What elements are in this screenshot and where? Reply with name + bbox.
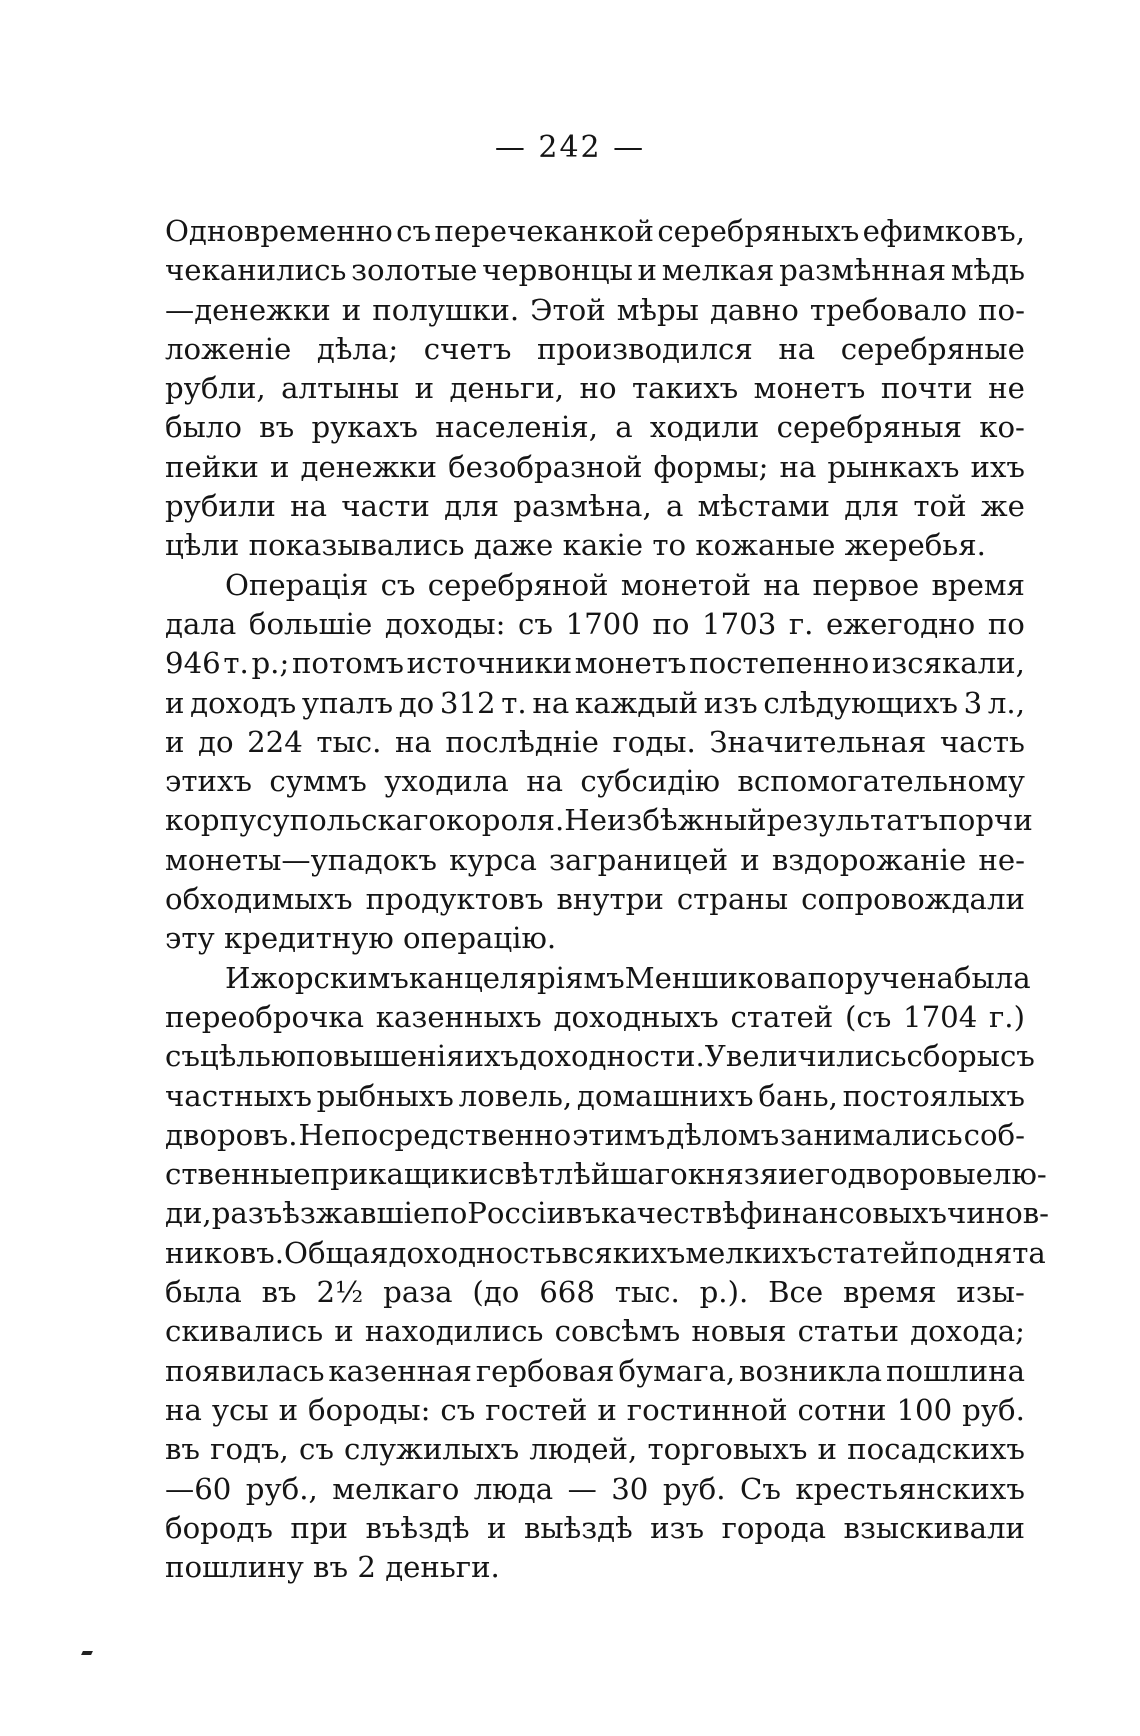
text-line: бородъ при въѣздѣ и выѣздѣ изъ города взыскивали [165, 1510, 1025, 1545]
text-line: появилась казенная гербовая бумага, возникла пошлина [165, 1353, 1025, 1388]
paragraph [165, 959, 1050, 1588]
text-line: дала большіе доходы: съ 1700 по 1703 г. ежегодно по [165, 606, 1025, 641]
text-line: цѣли показывались даже какіе то кожаные жеребья. [165, 528, 986, 563]
text-line: чеканились золотые червонцы и мелкая размѣнная мѣдь [165, 253, 1025, 288]
paragraph [165, 212, 1025, 566]
text-line: пошлину въ 2 деньги. [165, 1550, 500, 1585]
text-line: этихъ суммъ уходила на субсидію вспомогательному [165, 764, 1025, 799]
text-line: было въ рукахъ населенія, а ходили серебряныя ко- [165, 410, 1025, 445]
text-line: Операція съ серебряной монетой на первое время [225, 567, 1025, 602]
text-line: дворовъ. Непосредственно этимъ дѣломъ занимались соб- [165, 1117, 1025, 1152]
paragraph [165, 566, 1033, 959]
text-line: на усы и бороды: съ гостей и гостинной сотни 100 руб. [165, 1392, 1025, 1427]
print-mark [81, 1651, 93, 1655]
text-line: въ годъ, съ служилыхъ людей, торговыхъ и посадскихъ [165, 1432, 1025, 1467]
text-line: ложеніе дѣла; счетъ производился на серебряные [165, 331, 1025, 366]
text-line: монеты—упадокъ курса заграницей и вздорожаніе не- [165, 842, 1025, 877]
text-line: переоброчка казенныхъ доходныхъ статей (съ 1704 г.) [165, 999, 1025, 1034]
text-line: была въ 2½ раза (до 668 тыс. р.). Все время изы- [165, 1275, 1025, 1310]
page-number: — 242 — [494, 130, 646, 165]
text-line: —денежки и полушки. Этой мѣры давно требовало по- [165, 292, 1025, 327]
text-line: ди, разъѣзжавшіе по Россіи въ качествѣ финансовыхъ чинов- [165, 1196, 1050, 1231]
text-line: скивались и находились совсѣмъ новыя статьи дохода; [165, 1314, 1025, 1349]
text-line: рубли, алтыны и деньги, но такихъ монетъ почти не [165, 371, 1025, 406]
text-line: 946 т. р.; потомъ источники монетъ постепенно изсякали, [165, 646, 1025, 681]
text-line: и до 224 тыс. на послѣдніе годы. Значительная часть [165, 724, 1025, 759]
text-line: частныхъ рыбныхъ ловель, домашнихъ бань, постоялыхъ [165, 1078, 1025, 1113]
text-line: Одновременно съ перечеканкой серебряныхъ ефимковъ, [165, 214, 1025, 248]
text-line: Ижорскимъ канцеляріямъ Меншикова поручена была [225, 960, 1031, 995]
text-line: никовъ. Общая доходность всякихъ мелкихъ статей поднята [165, 1235, 1046, 1270]
text-line: пейки и денежки безобразной формы; на рынкахъ ихъ [165, 449, 1025, 484]
text-line: и доходъ упалъ до 312 т. на каждый изъ слѣдующихъ 3 л., [165, 685, 1025, 720]
text-line: рубили на части для размѣна, а мѣстами для той же [165, 489, 1025, 524]
text-line: обходимыхъ продуктовъ внутри страны сопровождали [165, 882, 1025, 917]
text-line: —60 руб., мелкаго люда — 30 руб. Съ крестьянскихъ [165, 1471, 1025, 1506]
page-text [165, 212, 1050, 1587]
text-line: ственные прикащики свѣтлѣйшаго князя и его дворовые лю- [165, 1157, 1047, 1192]
text-line: эту кредитную операцію. [165, 921, 557, 956]
text-line: корпусу польскаго короля. Неизбѣжный результатъ порчи [165, 803, 1033, 838]
text-line: съ цѣлью повышенія ихъ доходности. Увеличились сборы съ [165, 1039, 1035, 1074]
